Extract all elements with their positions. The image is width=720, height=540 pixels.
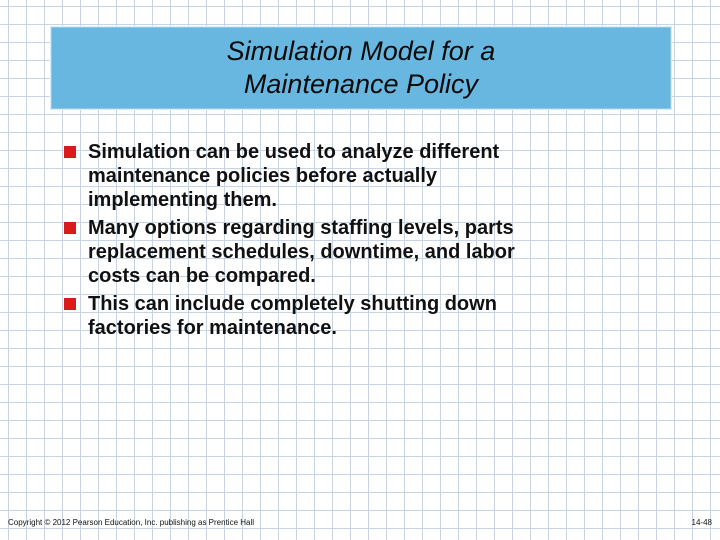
bullet-list bbox=[64, 140, 624, 344]
bullet-line: factories for maintenance. bbox=[88, 317, 337, 339]
square-bullet-icon bbox=[64, 298, 76, 310]
bullet-line: replacement schedules, downtime, and labor bbox=[88, 241, 515, 263]
bullet-line: This can include completely shutting down bbox=[88, 293, 497, 315]
bullet-line: maintenance policies before actually bbox=[88, 165, 438, 187]
bullet-item bbox=[64, 140, 624, 212]
bullet-item bbox=[64, 216, 624, 288]
bullet-line: implementing them. bbox=[88, 189, 277, 211]
bullet-line: costs can be compared. bbox=[88, 265, 316, 287]
slide-title: Simulation Model for a Maintenance Policy bbox=[226, 36, 496, 99]
square-bullet-icon bbox=[64, 222, 76, 234]
footer-copyright: Copyright © 2012 Pearson Education, Inc. publishing as Prentice Hall bbox=[8, 518, 255, 527]
title-box bbox=[51, 27, 671, 109]
bullet-line: Many options regarding staffing levels, parts bbox=[88, 217, 514, 239]
bullet-line: Simulation can be used to analyze different bbox=[88, 141, 500, 163]
page-number: 14-48 bbox=[691, 518, 712, 527]
bullet-item bbox=[64, 292, 624, 340]
square-bullet-icon bbox=[64, 146, 76, 158]
